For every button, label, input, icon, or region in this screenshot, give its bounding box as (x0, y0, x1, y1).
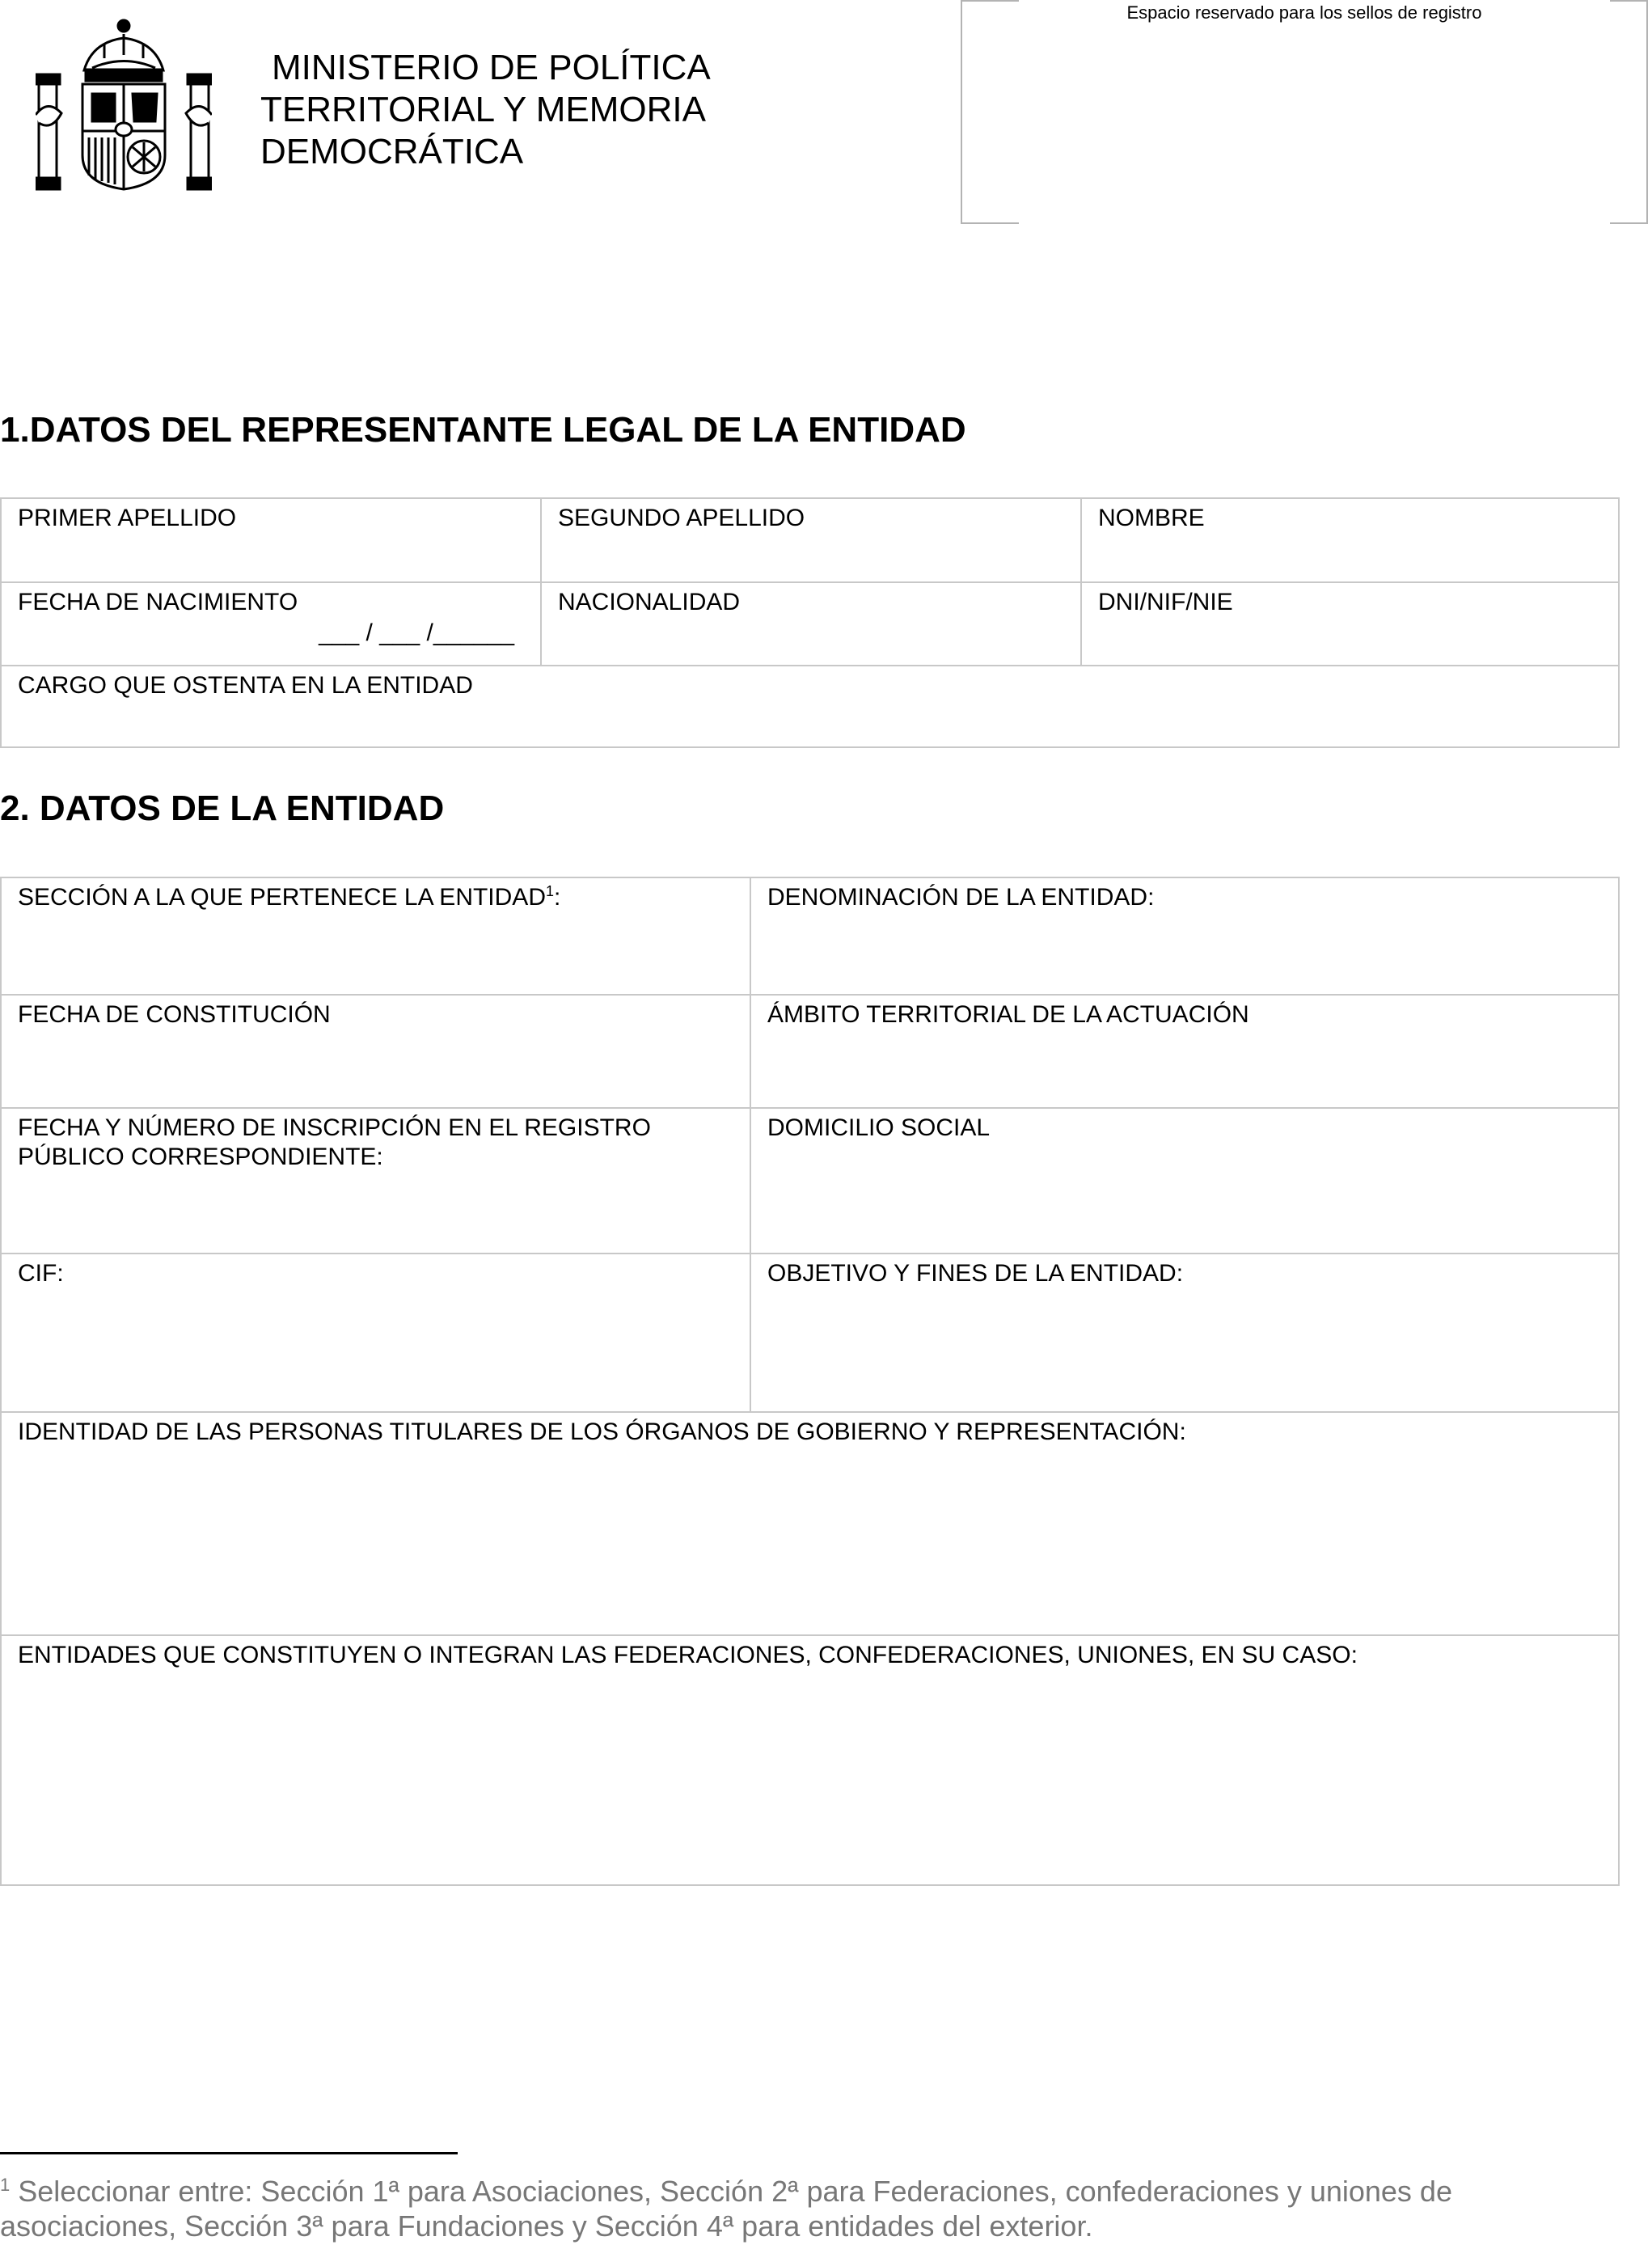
section-1-title: 1.DATOS DEL REPRESENTANTE LEGAL DE LA ENTIDAD (0, 410, 966, 450)
table-row (2, 1634, 1618, 1884)
registry-stamp-box (961, 0, 1648, 221)
objetivo-label: OBJETIVO Y FINES DE LA ENTIDAD: (767, 1260, 1184, 1287)
table-row (2, 994, 1618, 1107)
table-row (2, 1411, 1618, 1634)
seccion-field[interactable] (2, 878, 750, 994)
identidad-field[interactable] (2, 1413, 1618, 1634)
fecha-nacimiento-field[interactable] (2, 583, 540, 665)
representative-table (0, 497, 1620, 748)
entity-table (0, 877, 1620, 1886)
stamp-label: Espacio reservado para los sellos de registro (1126, 2, 1482, 23)
ministry-line-3: DEMOCRÁTICA (260, 132, 524, 171)
stamp-corner-right (1610, 0, 1648, 224)
entidades-label: ENTIDADES QUE CONSTITUYEN O INTEGRAN LAS FEDERACIONES, CONFEDERACIONES, UNIONES, EN SU CASO: (18, 1642, 1358, 1668)
cargo-field[interactable] (2, 666, 1618, 746)
objetivo-field[interactable] (750, 1254, 1618, 1411)
ambito-label: ÁMBITO TERRITORIAL DE LA ACTUACIÓN (767, 1001, 1249, 1028)
footnote-separator (0, 2152, 458, 2154)
ministry-name (260, 47, 711, 173)
cif-field[interactable] (2, 1254, 750, 1411)
nombre-label: NOMBRE (1098, 505, 1205, 531)
inscripcion-label-2: PÚBLICO CORRESPONDIENTE: (18, 1144, 383, 1170)
section-2-title: 2. DATOS DE LA ENTIDAD (0, 788, 445, 828)
cif-label: CIF: (18, 1260, 64, 1287)
stamp-corner-left (961, 0, 1019, 224)
ministry-line-2: TERRITORIAL Y MEMORIA (260, 90, 706, 129)
domicilio-field[interactable] (750, 1109, 1618, 1253)
fecha-nacimiento-blank: ___ / ___ /______ (319, 619, 514, 646)
denominacion-field[interactable] (750, 878, 1618, 994)
nombre-field[interactable] (1080, 499, 1618, 581)
footnote-text: Seleccionar entre: Sección 1ª para Asociaciones, Sección 2ª para Federaciones, confederaciones y uniones de asociaciones, Sección 3ª para Fundaciones y Sección 4ª para entidades del exterior. (0, 2175, 1452, 2243)
table-row (2, 1107, 1618, 1253)
fecha-constitucion-field[interactable] (2, 996, 750, 1107)
identidad-label: IDENTIDAD DE LAS PERSONAS TITULARES DE LOS ÓRGANOS DE GOBIERNO Y REPRESENTACIÓN: (18, 1418, 1186, 1445)
dni-field[interactable] (1080, 583, 1618, 665)
table-row (2, 1253, 1618, 1411)
fecha-constitucion-label: FECHA DE CONSTITUCIÓN (18, 1001, 331, 1028)
table-row (2, 878, 1618, 994)
segundo-apellido-field[interactable] (540, 499, 1080, 581)
table-row (2, 499, 1618, 581)
domicilio-label: DOMICILIO SOCIAL (767, 1114, 991, 1141)
ministry-line-1: MINISTERIO DE POLÍTICA (272, 48, 711, 87)
primer-apellido-field[interactable] (2, 499, 540, 581)
segundo-apellido-label: SEGUNDO APELLIDO (558, 505, 805, 531)
seccion-colon: : (554, 884, 561, 911)
table-row (2, 581, 1618, 665)
fecha-nacimiento-label: FECHA DE NACIMIENTO (18, 589, 298, 615)
cargo-label: CARGO QUE OSTENTA EN LA ENTIDAD (18, 672, 473, 699)
primer-apellido-label: PRIMER APELLIDO (18, 505, 237, 531)
coat-of-arms-icon (36, 10, 212, 194)
table-row (2, 665, 1618, 746)
ambito-field[interactable] (750, 996, 1618, 1107)
entidades-field[interactable] (2, 1636, 1618, 1884)
dni-label: DNI/NIF/NIE (1098, 589, 1233, 615)
nacionalidad-field[interactable] (540, 583, 1080, 665)
nacionalidad-label: NACIONALIDAD (558, 589, 741, 615)
inscripcion-field[interactable] (2, 1109, 750, 1253)
footnote-marker: 1 (0, 2175, 11, 2195)
footnote-ref: 1 (545, 883, 554, 899)
denominacion-label: DENOMINACIÓN DE LA ENTIDAD: (767, 884, 1155, 911)
inscripcion-label-1: FECHA Y NÚMERO DE INSCRIPCIÓN EN EL REGISTRO (18, 1114, 651, 1141)
seccion-label: SECCIÓN A LA QUE PERTENECE LA ENTIDAD (18, 884, 546, 911)
footnote (0, 2174, 1609, 2243)
